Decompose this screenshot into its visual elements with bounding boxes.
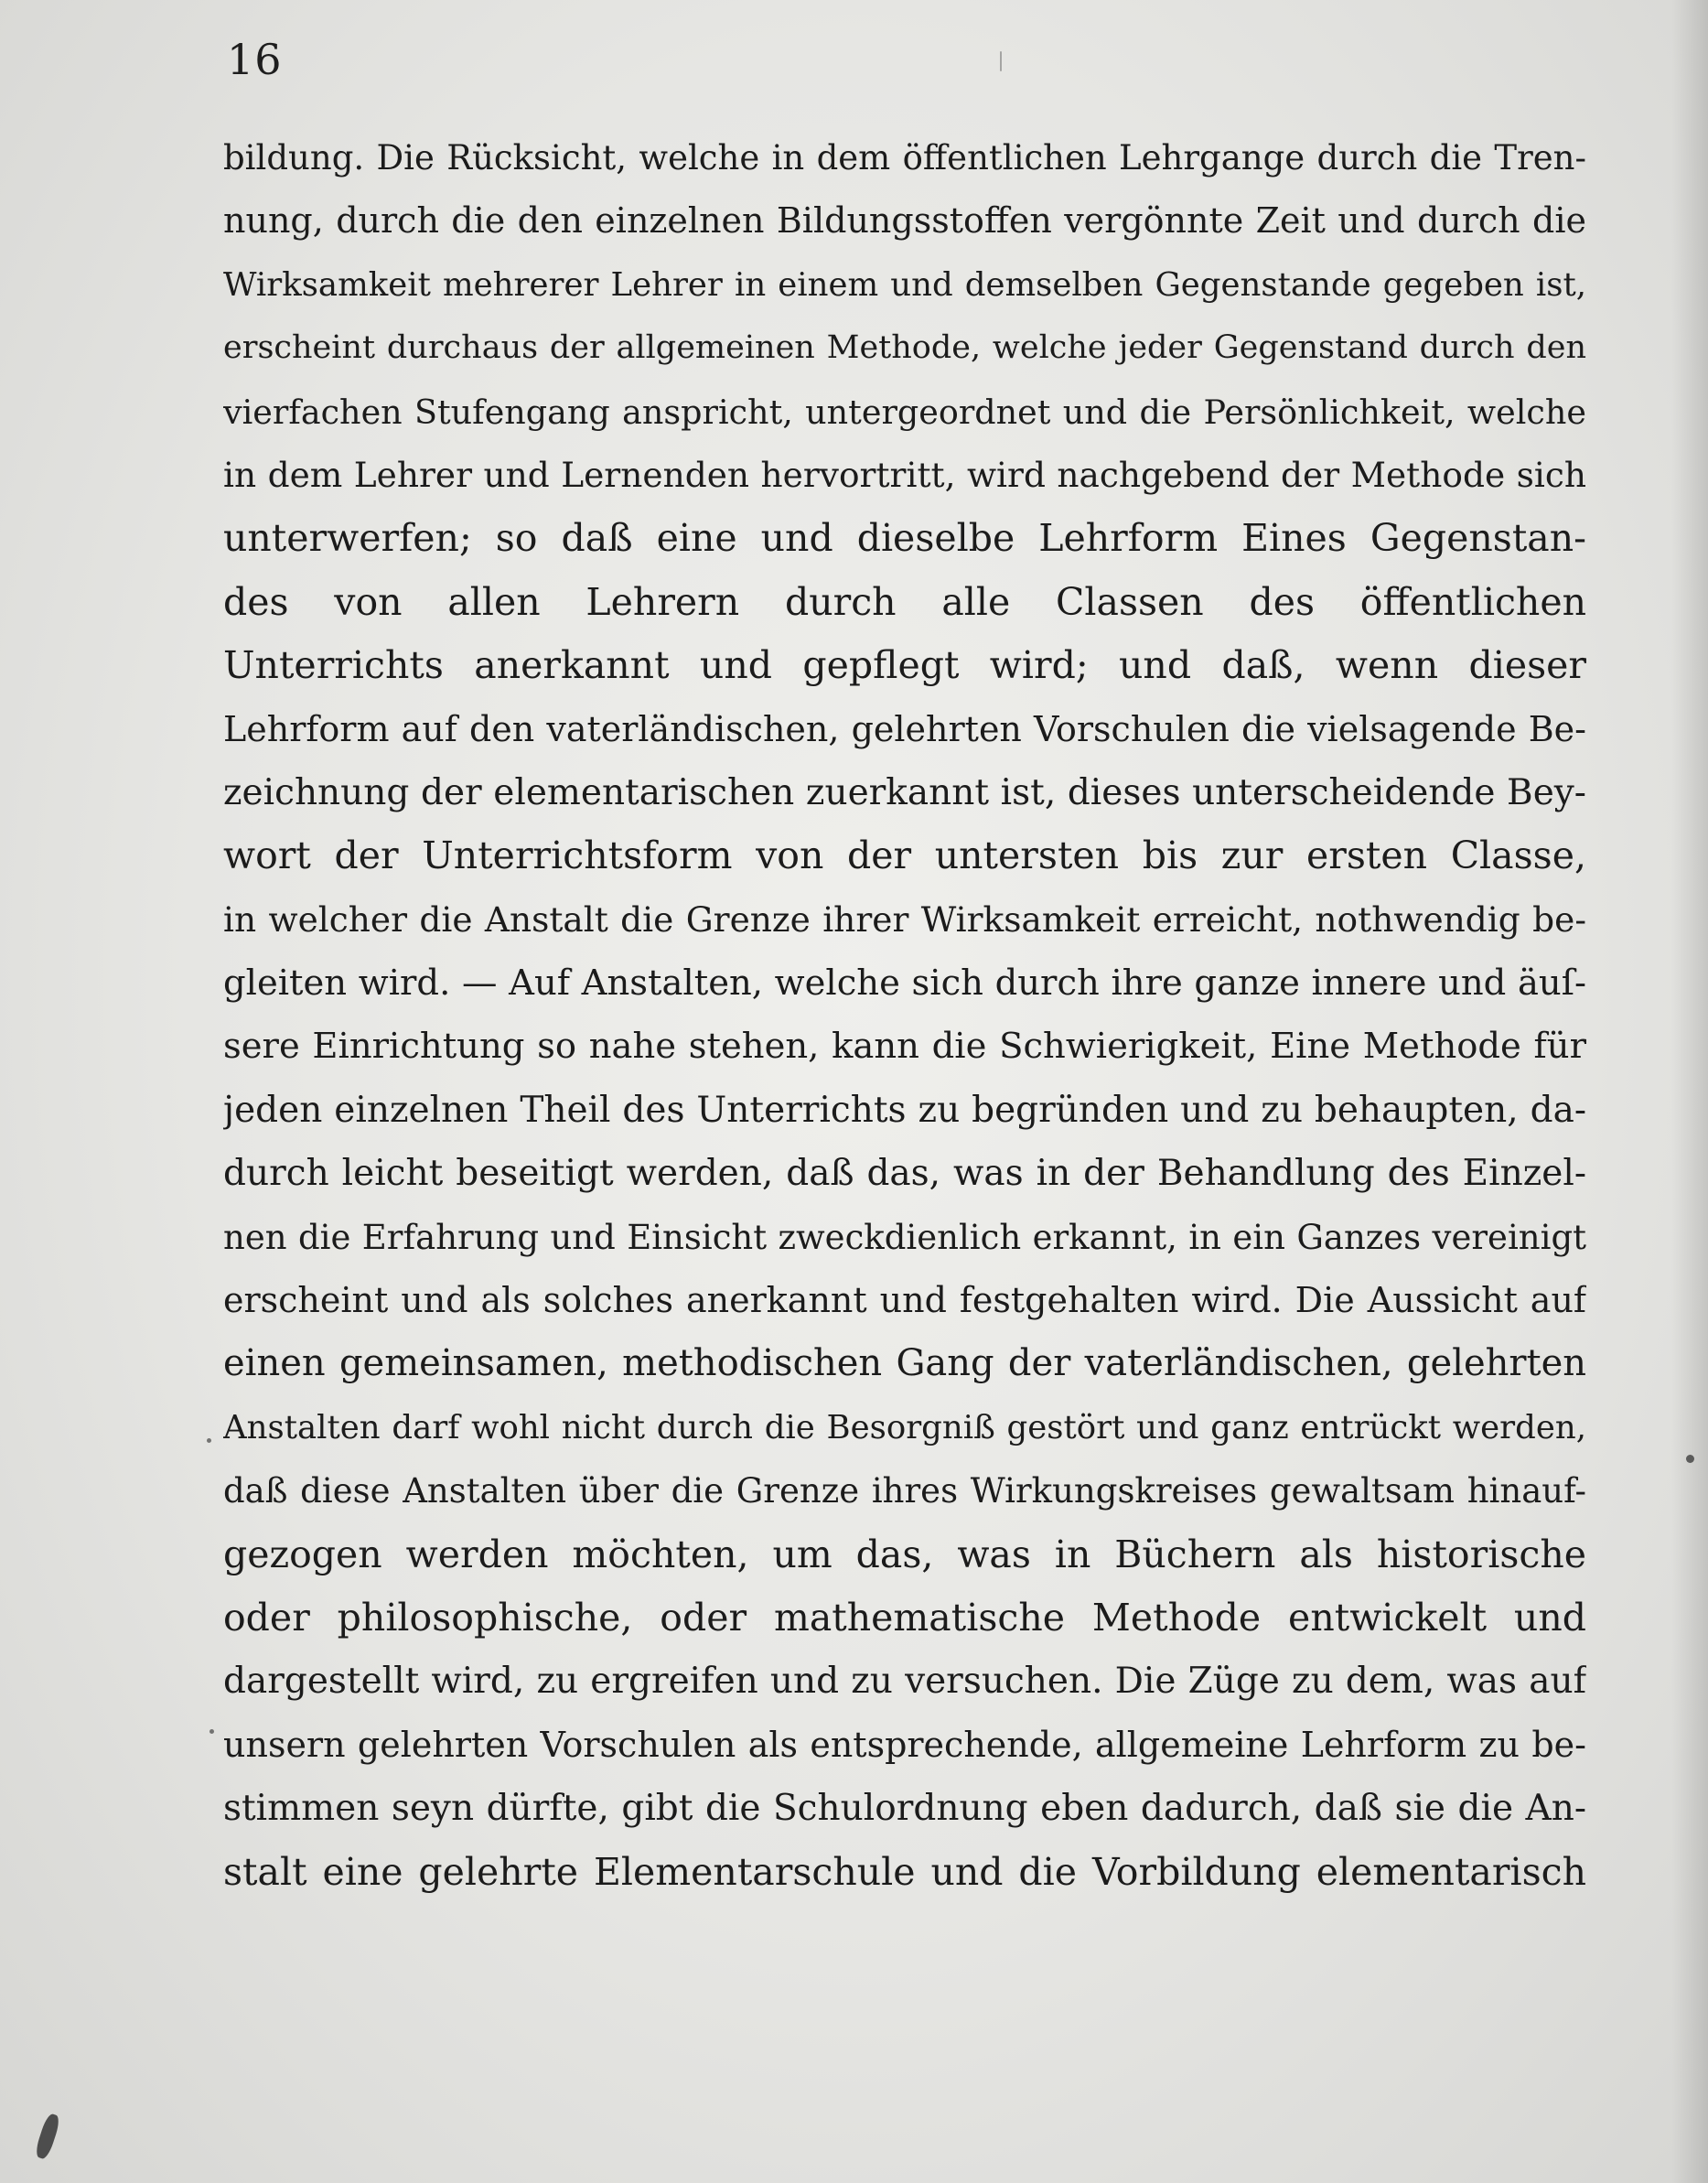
text-line: daß diese Anstalten über die Grenze ihres Wirkungskreises gewaltsam hinauf- bbox=[223, 1471, 1586, 1511]
text-line: stimmen seyn dürfte, gibt die Schulordnung eben dadurch, daß sie die An- bbox=[223, 1788, 1586, 1830]
text-line: des von allen Lehrern durch alle Classen des öffentlichen bbox=[223, 579, 1586, 624]
text-line: zeichnung der elementarischen zuerkannt ist, dieses unterscheidende Bey- bbox=[223, 771, 1586, 813]
ink-speck bbox=[207, 1438, 211, 1443]
text-line: wort der Unterrichtsform von der untersten bis zur ersten Classe, bbox=[223, 833, 1586, 878]
text-line: gezogen werden möchten, um das, was in Büchern als historische bbox=[223, 1532, 1586, 1576]
text-line: bildung. Die Rücksicht, welche in dem öffentlichen Lehrgange durch die Tren- bbox=[223, 138, 1586, 177]
text-line: Wirksamkeit mehrerer Lehrer in einem und demselben Gegenstande gegeben ist, bbox=[223, 265, 1586, 304]
text-line: dargestellt wird, zu ergreifen und zu versuchen. Die Züge zu dem, was auf bbox=[223, 1661, 1586, 1703]
text-line: erscheint durchaus der allgemeinen Methode, welche jeder Gegenstand durch den bbox=[223, 329, 1586, 367]
text-line: unterwerfen; so daß eine und dieselbe Lehrform Eines Gegenstan- bbox=[223, 516, 1586, 561]
text-line: in dem Lehrer und Lernenden hervortritt, wird nachgebend der Methode sich bbox=[223, 454, 1586, 495]
text-line: Anstalten darf wohl nicht durch die Besorgniß gestört und ganz entrückt werden, bbox=[223, 1408, 1586, 1446]
text-line: in welcher die Anstalt die Grenze ihrer Wirksamkeit erreicht, nothwendig be- bbox=[223, 898, 1586, 940]
ink-speck bbox=[209, 1729, 214, 1734]
body-text bbox=[223, 126, 1586, 1904]
ink-blot bbox=[34, 2113, 62, 2160]
text-line: vierfachen Stufengang anspricht, untergeordnet und die Persönlichkeit, welche bbox=[223, 392, 1586, 432]
page-edge-shadow bbox=[1671, 0, 1708, 2183]
ink-speck bbox=[1686, 1455, 1694, 1463]
text-line: jeden einzelnen Theil des Unterrichts zu begründen und zu behaupten, da- bbox=[223, 1089, 1586, 1131]
text-line: Lehrform auf den vaterländischen, gelehrten Vorschulen die vielsagende Be- bbox=[223, 708, 1586, 749]
text-line: einen gemeinsamen, methodischen Gang der vaterländischen, gelehrten bbox=[223, 1342, 1586, 1385]
text-line: oder philosophische, oder mathematische Methode entwickelt und bbox=[223, 1595, 1586, 1640]
text-line: unsern gelehrten Vorschulen als entsprechende, allgemeine Lehrform zu be- bbox=[223, 1724, 1586, 1765]
page-number: 16 bbox=[227, 35, 283, 84]
text-line: gleiten wird. — Auf Anstalten, welche sich durch ihre ganze innere und äuſ- bbox=[223, 962, 1586, 1005]
text-line: Unterrichts anerkannt und gepflegt wird; und daß, wenn dieser bbox=[223, 643, 1586, 688]
text-line: sere Einrichtung so nahe stehen, kann die Schwierigkeit, Eine Methode für bbox=[223, 1026, 1586, 1068]
text-line: nung, durch die den einzelnen Bildungsstoffen vergönnte Zeit und durch die bbox=[223, 200, 1586, 242]
text-line: erscheint und als solches anerkannt und festgehalten wird. Die Aussicht auf bbox=[223, 1280, 1586, 1321]
text-line: nen die Erfahrung und Einsicht zweckdienlich erkannt, in ein Ganzes vereinigt bbox=[223, 1217, 1586, 1257]
text-line: stalt eine gelehrte Elementarschule und die Vorbildung elementarisch bbox=[223, 1849, 1586, 1894]
paper-mark bbox=[1000, 51, 1002, 71]
text-line: durch leicht beseitigt werden, daß das, was in der Behandlung des Einzel- bbox=[223, 1153, 1586, 1195]
